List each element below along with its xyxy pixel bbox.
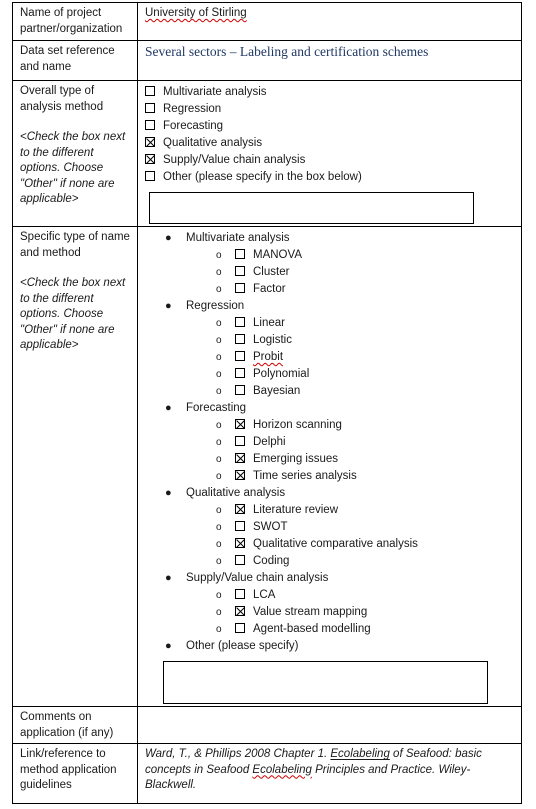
option-label: Time series analysis: [253, 470, 357, 482]
dataset-label: Data set reference and name: [13, 41, 138, 81]
option-label: Multivariate analysis: [186, 232, 290, 244]
bullet-icon: ●: [165, 572, 172, 584]
sub-bullet-icon: o: [216, 284, 222, 295]
overall-other-box[interactable]: [149, 192, 474, 224]
checkbox-icon[interactable]: [235, 351, 245, 361]
method-option[interactable]: [164, 519, 515, 536]
sub-bullet-icon: o: [216, 471, 222, 482]
option-label: Qualitative analysis: [186, 487, 286, 499]
row-link: [13, 744, 522, 804]
method-option[interactable]: [164, 451, 515, 468]
option-label: Logistic: [253, 334, 292, 346]
option-label: Bayesian: [253, 385, 301, 397]
partner-label: Name of project partner/organization: [13, 3, 138, 41]
option-label: Linear: [253, 317, 285, 329]
overall-option[interactable]: [145, 152, 515, 169]
method-category: [164, 298, 515, 315]
overall-option[interactable]: [145, 118, 515, 135]
option-label: Regression: [186, 300, 245, 312]
option-label: Coding: [253, 555, 290, 567]
option-label: Emerging issues: [253, 453, 339, 465]
method-option[interactable]: [164, 553, 515, 570]
option-label: Qualitative comparative analysis: [253, 538, 418, 550]
option-label: Qualitative analysis: [163, 137, 263, 149]
option-label: MANOVA: [253, 249, 302, 261]
specific-label: Specific type of name and method: [20, 231, 130, 259]
method-option[interactable]: [164, 264, 515, 281]
sub-bullet-icon: o: [216, 335, 222, 346]
option-label: Delphi: [253, 436, 286, 448]
checkbox-icon[interactable]: [145, 154, 155, 164]
checkbox-icon[interactable]: [235, 606, 245, 616]
sub-bullet-icon: o: [216, 420, 222, 431]
checkbox-icon[interactable]: [145, 120, 155, 130]
other-category: ● Other (please specify): [164, 638, 515, 655]
option-label: Horizon scanning: [253, 419, 342, 431]
overall-hint: <Check the box next to the different options. Choose "Other" if none are applicable>: [20, 131, 126, 205]
partner-value: University of Stirling: [145, 7, 247, 19]
overall-label: Overall type of analysis method: [20, 85, 104, 113]
method-option[interactable]: [164, 332, 515, 349]
option-label: Polynomial: [253, 368, 310, 380]
method-option[interactable]: [164, 383, 515, 400]
row-comments: [13, 707, 522, 744]
bullet-icon: ●: [165, 402, 172, 414]
dataset-value: Several sectors – Labeling and certification schemes: [138, 41, 522, 81]
method-category: [164, 485, 515, 502]
sub-bullet-icon: o: [216, 505, 222, 516]
checkbox-icon[interactable]: [235, 249, 245, 259]
method-option[interactable]: [164, 315, 515, 332]
checkbox-icon[interactable]: [145, 86, 155, 96]
checkbox-icon[interactable]: [235, 266, 245, 276]
checkbox-icon[interactable]: [235, 504, 245, 514]
method-option[interactable]: [164, 536, 515, 553]
checkbox-icon[interactable]: [235, 368, 245, 378]
method-option[interactable]: [164, 281, 515, 298]
sub-bullet-icon: o: [216, 369, 222, 380]
method-option[interactable]: [164, 502, 515, 519]
checkbox-icon[interactable]: [145, 171, 155, 181]
overall-options: [145, 84, 515, 186]
checkbox-icon[interactable]: [235, 589, 245, 599]
row-dataset: [13, 41, 522, 81]
sub-bullet-icon: o: [216, 318, 222, 329]
checkbox-icon[interactable]: [235, 470, 245, 480]
checkbox-icon[interactable]: [235, 453, 245, 463]
reference-text: Ward, T., & Phillips 2008 Chapter 1. Ecolabeling of Seafood: basic concepts in Seafood Ecolabeling Principles and Practice. Wiley-Blackwell.: [138, 744, 522, 804]
method-category: [164, 570, 515, 587]
checkbox-icon[interactable]: [235, 538, 245, 548]
overall-option[interactable]: [145, 84, 515, 101]
specific-other-box[interactable]: [163, 661, 488, 704]
row-overall: [13, 81, 522, 227]
option-label: Value stream mapping: [253, 606, 368, 618]
sub-bullet-icon: o: [216, 522, 222, 533]
sub-bullet-icon: o: [216, 267, 222, 278]
sub-bullet-icon: o: [216, 607, 222, 618]
sub-bullet-icon: o: [216, 437, 222, 448]
checkbox-icon[interactable]: [235, 521, 245, 531]
link-label: Link/reference to method application guidelines: [13, 744, 138, 804]
comments-value[interactable]: [138, 707, 522, 744]
row-specific: [13, 227, 522, 707]
comments-label: Comments on application (if any): [13, 707, 138, 744]
sub-bullet-icon: o: [216, 556, 222, 567]
option-label: Agent-based modelling: [253, 623, 371, 635]
overall-option[interactable]: [145, 169, 515, 186]
checkbox-icon[interactable]: [235, 555, 245, 565]
option-label: Supply/Value chain analysis: [163, 154, 306, 166]
specific-hint: <Check the box next to the different options. Choose "Other" if none are applicable>: [20, 277, 126, 351]
checkbox-icon[interactable]: [235, 317, 245, 327]
method-option[interactable]: [164, 621, 515, 638]
method-category: [164, 230, 515, 247]
method-option[interactable]: [164, 587, 515, 604]
sub-bullet-icon: o: [216, 352, 222, 363]
option-label: LCA: [253, 589, 276, 601]
specific-groups: [164, 230, 515, 638]
option-label: SWOT: [253, 521, 288, 533]
option-label: Regression: [163, 103, 222, 115]
row-partner: [13, 3, 522, 41]
method-category: [164, 400, 515, 417]
bullet-icon: ●: [165, 300, 172, 312]
option-label: Factor: [253, 283, 286, 295]
checkbox-icon[interactable]: [235, 436, 245, 446]
option-label: Supply/Value chain analysis: [186, 572, 329, 584]
bullet-icon: ●: [165, 232, 172, 244]
checkbox-icon[interactable]: [235, 283, 245, 293]
checkbox-icon[interactable]: [145, 137, 155, 147]
sub-bullet-icon: o: [216, 539, 222, 550]
sub-bullet-icon: o: [216, 624, 222, 635]
option-label: Literature review: [253, 504, 339, 516]
method-form-table: [12, 2, 522, 804]
bullet-icon: ●: [165, 640, 172, 652]
sub-bullet-icon: o: [216, 386, 222, 397]
checkbox-icon[interactable]: [145, 103, 155, 113]
method-option[interactable]: [164, 349, 515, 366]
method-option[interactable]: [164, 247, 515, 264]
option-label: Cluster: [253, 266, 290, 278]
method-option[interactable]: [164, 604, 515, 621]
checkbox-icon[interactable]: [235, 334, 245, 344]
method-option[interactable]: [164, 468, 515, 485]
option-label: Forecasting: [186, 402, 247, 414]
overall-option[interactable]: [145, 135, 515, 152]
sub-bullet-icon: o: [216, 590, 222, 601]
option-label: Forecasting: [163, 120, 224, 132]
method-option[interactable]: [164, 366, 515, 383]
method-option[interactable]: [164, 434, 515, 451]
method-option[interactable]: [164, 417, 515, 434]
option-label: Probit: [253, 351, 284, 363]
sub-bullet-icon: o: [216, 454, 222, 465]
checkbox-icon[interactable]: [235, 385, 245, 395]
overall-option[interactable]: [145, 101, 515, 118]
option-label: Other (please specify in the box below): [163, 171, 362, 183]
option-label: Multivariate analysis: [163, 86, 267, 98]
checkbox-icon[interactable]: [235, 623, 245, 633]
sub-bullet-icon: o: [216, 250, 222, 261]
checkbox-icon[interactable]: [235, 419, 245, 429]
bullet-icon: ●: [165, 487, 172, 499]
